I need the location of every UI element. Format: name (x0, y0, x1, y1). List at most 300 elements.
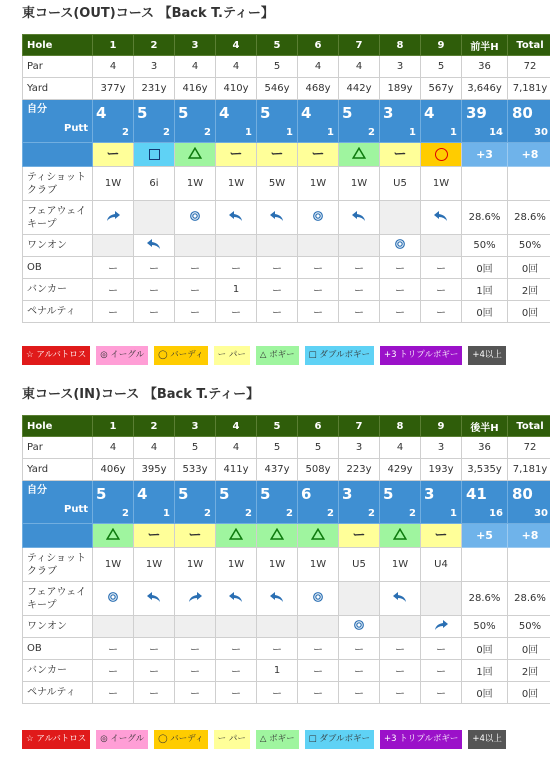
fairway-hit-icon (190, 211, 200, 224)
in-self-label-cell (23, 481, 93, 524)
in-oneon-label: ワンオン (23, 616, 93, 638)
par-icon: ー (393, 147, 407, 162)
in-fairway-label-line1: フェアウェイ (27, 586, 87, 598)
out-par-cell-0: 4 (93, 56, 134, 78)
out-score-cell-6 (339, 100, 380, 143)
out-result-cell-5 (298, 143, 339, 167)
in-score-cell-4 (257, 481, 298, 524)
in-tee-cell-0: 1W (93, 548, 134, 582)
in-yard-cell-8: 193y (421, 459, 462, 481)
in-score-cell-8 (421, 481, 462, 524)
out-par-cell-2: 4 (175, 56, 216, 78)
out-par-cell-3: 4 (216, 56, 257, 78)
in-par-cell-0: 4 (93, 437, 134, 459)
in-ob-cell-1: ー (134, 638, 175, 660)
in-yard-row (23, 459, 550, 481)
out-self-label: 自分 (27, 104, 47, 115)
in-bunker-cell-9: 1回 (462, 660, 508, 682)
in-penalty-cell-8: ー (421, 682, 462, 704)
out-putt-value: 30 (534, 127, 548, 138)
out-result-cell-6 (339, 143, 380, 167)
out-penalty-cell-0: ー (93, 301, 134, 323)
out-oneon-cell-5 (298, 235, 339, 257)
out-legend (22, 346, 506, 365)
in-header-cell-1: 1 (93, 416, 134, 437)
out-header-cell-9: 9 (421, 35, 462, 56)
in-score-value: 5 (178, 485, 189, 503)
out-header-cell-1: 1 (93, 35, 134, 56)
out-yard-cell-0: 377y (93, 78, 134, 100)
out-score-cell-7 (380, 100, 421, 143)
out-tee-cell-5: 1W (298, 167, 339, 201)
out-score-value: 4 (96, 104, 107, 122)
in-bunker-cell-7: ー (380, 660, 421, 682)
out-oneon-cell-7 (380, 235, 421, 257)
in-putt-value: 1 (163, 508, 170, 519)
in-penalty-cell-10: 0回 (508, 682, 550, 704)
in-result-total-1: +8 (508, 524, 550, 548)
out-yard-cell-1: 231y (134, 78, 175, 100)
out-tee-label (23, 167, 93, 201)
out-putt-value: 2 (368, 127, 375, 138)
out-par-cell-9: 36 (462, 56, 508, 78)
out-score-value: 4 (219, 104, 230, 122)
fairway-hit-icon (108, 592, 118, 605)
in-bunker-cell-8: ー (421, 660, 462, 682)
in-tee-cell-1: 1W (134, 548, 175, 582)
out-penalty-cell-4: ー (257, 301, 298, 323)
in-penalty-cell-2: ー (175, 682, 216, 704)
bogey-triangle-icon (229, 528, 243, 543)
out-oneon-cell-6 (339, 235, 380, 257)
out-bunker-cell-7: ー (380, 279, 421, 301)
fairway-hit-icon (313, 592, 323, 605)
legend-birdie: ◯ バーディ (154, 730, 208, 749)
in-yard-cell-10: 7,181y (508, 459, 550, 481)
out-bunker-cell-9: 1回 (462, 279, 508, 301)
in-ob-cell-0: ー (93, 638, 134, 660)
in-yard-label: Yard (23, 459, 93, 481)
in-header-cell-2: 2 (134, 416, 175, 437)
out-fairway-row (23, 201, 550, 235)
in-header-cell-9: 9 (421, 416, 462, 437)
out-oneon-cell-3 (216, 235, 257, 257)
bogey-triangle-icon (311, 528, 325, 543)
out-penalty-row (23, 301, 550, 323)
out-fairway-cell-6 (339, 201, 380, 235)
out-penalty-cell-6: ー (339, 301, 380, 323)
out-tee-row (23, 167, 550, 201)
out-ob-cell-6: ー (339, 257, 380, 279)
in-tee-cell-5: 1W (298, 548, 339, 582)
legend-par: ー パー (214, 730, 250, 749)
in-yard-cell-5: 508y (298, 459, 339, 481)
in-bunker-cell-3: ー (216, 660, 257, 682)
in-yard-cell-6: 223y (339, 459, 380, 481)
out-yard-cell-6: 442y (339, 78, 380, 100)
out-score-value: 80 (512, 104, 533, 122)
out-fairway-label-line2: キープ (27, 218, 57, 230)
green-hit-icon (395, 239, 405, 252)
in-header-cell-4: 4 (216, 416, 257, 437)
out-ob-cell-4: ー (257, 257, 298, 279)
in-result-cell-2 (175, 524, 216, 548)
out-score-value: 5 (178, 104, 189, 122)
in-score-cell-1 (134, 481, 175, 524)
out-result-total-1: +8 (508, 143, 550, 167)
in-ob-cell-7: ー (380, 638, 421, 660)
out-ob-cell-8: ー (421, 257, 462, 279)
in-score-cell-10 (508, 481, 550, 524)
out-putt-value: 1 (450, 127, 457, 138)
in-score-cell-2 (175, 481, 216, 524)
out-yard-cell-10: 7,181y (508, 78, 550, 100)
out-yard-cell-8: 567y (421, 78, 462, 100)
in-ob-label: OB (23, 638, 93, 660)
in-tee-label-line1: ティショット (27, 552, 86, 564)
bogey-triangle-icon (188, 147, 202, 162)
in-oneon-cell-8 (421, 616, 462, 638)
out-fairway-cell-3 (216, 201, 257, 235)
in-fairway-cell-1 (134, 582, 175, 616)
in-result-cell-7 (380, 524, 421, 548)
legend-par: ー パー (214, 346, 250, 365)
in-score-value: 6 (301, 485, 312, 503)
out-penalty-cell-8: ー (421, 301, 462, 323)
out-result-cell-2 (175, 143, 216, 167)
fairway-hit-icon (313, 211, 323, 224)
out-header-cell-6: 6 (298, 35, 339, 56)
par-icon: ー (270, 147, 284, 162)
out-putt-value: 1 (409, 127, 416, 138)
in-penalty-cell-7: ー (380, 682, 421, 704)
out-header-cell-7: 7 (339, 35, 380, 56)
in-oneon-cell-0 (93, 616, 134, 638)
in-yard-cell-4: 437y (257, 459, 298, 481)
out-oneon-row (23, 235, 550, 257)
miss-right-arrow-icon (105, 210, 121, 225)
in-scorecard-table (22, 415, 550, 704)
out-ob-cell-0: ー (93, 257, 134, 279)
miss-right-arrow-icon (187, 591, 203, 606)
in-result-cell-6 (339, 524, 380, 548)
out-tee-cell-0: 1W (93, 167, 134, 201)
in-bunker-cell-10: 2回 (508, 660, 550, 682)
out-course-title: 東コース(OUT)コース 【Back T.ティー】 (22, 6, 274, 21)
out-tee-label-line2: クラブ (27, 184, 57, 196)
in-header-row (23, 416, 550, 437)
out-header-cell-10: 前半H (462, 35, 508, 56)
out-bunker-cell-8: ー (421, 279, 462, 301)
in-ob-cell-6: ー (339, 638, 380, 660)
out-score-value: 5 (260, 104, 271, 122)
out-score-cell-0 (93, 100, 134, 143)
out-ob-cell-2: ー (175, 257, 216, 279)
in-ob-cell-9: 0回 (462, 638, 508, 660)
out-result-label (23, 143, 93, 167)
in-putt-label: Putt (63, 504, 88, 515)
in-oneon-cell-7 (380, 616, 421, 638)
out-scorecard-table (22, 34, 550, 323)
in-score-cell-7 (380, 481, 421, 524)
in-putt-value: 2 (327, 508, 334, 519)
in-fairway-label-line2: キープ (27, 599, 57, 611)
in-result-row (23, 524, 550, 548)
legend-double-bogey: □ ダブルボギー (305, 346, 374, 365)
out-penalty-cell-9: 0回 (462, 301, 508, 323)
in-score-cell-3 (216, 481, 257, 524)
out-penalty-cell-7: ー (380, 301, 421, 323)
in-tee-cell-8: U4 (421, 548, 462, 582)
in-section (22, 387, 548, 704)
in-fairway-cell-3 (216, 582, 257, 616)
legend-double-bogey: □ ダブルボギー (305, 730, 374, 749)
out-putt-value: 2 (163, 127, 170, 138)
out-fairway-cell-8 (421, 201, 462, 235)
out-par-cell-7: 3 (380, 56, 421, 78)
in-putt-value: 2 (368, 508, 375, 519)
out-penalty-cell-5: ー (298, 301, 339, 323)
out-oneon-label: ワンオン (23, 235, 93, 257)
out-tee-cell-2: 1W (175, 167, 216, 201)
out-yard-cell-7: 189y (380, 78, 421, 100)
out-self-label-cell (23, 100, 93, 143)
out-yard-cell-9: 3,646y (462, 78, 508, 100)
out-putt-label: Putt (63, 123, 88, 134)
legend-triple-bogey: +3 トリプルボギー (380, 730, 462, 749)
out-score-cell-10 (508, 100, 550, 143)
in-penalty-cell-6: ー (339, 682, 380, 704)
in-score-cell-6 (339, 481, 380, 524)
par-icon: ー (147, 528, 161, 543)
out-header-row (23, 35, 550, 56)
in-yard-cell-9: 3,535y (462, 459, 508, 481)
in-fairway-row (23, 582, 550, 616)
in-putt-value: 2 (122, 508, 129, 519)
out-header-cell-4: 4 (216, 35, 257, 56)
out-oneon-total-0: 50% (462, 235, 508, 257)
in-score-value: 5 (219, 485, 230, 503)
in-oneon-cell-4 (257, 616, 298, 638)
in-oneon-total-1: 50% (508, 616, 550, 638)
in-result-cell-1 (134, 524, 175, 548)
in-legend (22, 730, 506, 749)
in-bunker-cell-1: ー (134, 660, 175, 682)
in-oneon-cell-1 (134, 616, 175, 638)
legend-triple-bogey: +3 トリプルボギー (380, 346, 462, 365)
out-penalty-cell-10: 0回 (508, 301, 550, 323)
in-tee-cell-10 (508, 548, 550, 582)
in-fairway-label (23, 582, 93, 616)
in-oneon-cell-6 (339, 616, 380, 638)
in-score-cell-5 (298, 481, 339, 524)
in-score-value: 41 (466, 485, 487, 503)
in-penalty-cell-1: ー (134, 682, 175, 704)
legend-albatross: ☆ アルバトロス (22, 730, 90, 749)
out-tee-cell-8: 1W (421, 167, 462, 201)
out-fairway-cell-5 (298, 201, 339, 235)
out-ob-cell-9: 0回 (462, 257, 508, 279)
miss-left-arrow-icon (433, 210, 449, 225)
legend-eagle: ◎ イーグル (96, 730, 148, 749)
out-oneon-cell-2 (175, 235, 216, 257)
in-par-cell-6: 3 (339, 437, 380, 459)
in-par-cell-3: 4 (216, 437, 257, 459)
out-par-cell-1: 3 (134, 56, 175, 78)
out-result-cell-0 (93, 143, 134, 167)
out-bunker-label: バンカー (23, 279, 93, 301)
in-result-cell-4 (257, 524, 298, 548)
out-result-row (23, 143, 550, 167)
legend-bogey: △ ボギー (256, 730, 299, 749)
par-icon: ー (352, 528, 366, 543)
in-fairway-cell-2 (175, 582, 216, 616)
out-fairway-cell-7 (380, 201, 421, 235)
out-ob-row (23, 257, 550, 279)
in-oneon-row (23, 616, 550, 638)
out-putt-value: 14 (489, 127, 503, 138)
in-header-cell-6: 6 (298, 416, 339, 437)
legend-plus4: +4以上 (468, 346, 506, 365)
in-score-row (23, 481, 550, 524)
out-putt-value: 1 (245, 127, 252, 138)
in-putt-value: 30 (534, 508, 548, 519)
out-tee-cell-10 (508, 167, 550, 201)
out-putt-value: 2 (204, 127, 211, 138)
in-score-value: 4 (137, 485, 148, 503)
out-score-row (23, 100, 550, 143)
out-putt-value: 2 (122, 127, 129, 138)
in-result-cell-5 (298, 524, 339, 548)
out-yard-cell-4: 546y (257, 78, 298, 100)
out-fairway-cell-0 (93, 201, 134, 235)
bogey-triangle-icon (352, 147, 366, 162)
out-section (22, 6, 548, 323)
in-penalty-label: ペナルティ (23, 682, 93, 704)
in-tee-label-line2: クラブ (27, 565, 57, 577)
in-header-cell-10: 後半H (462, 416, 508, 437)
out-score-value: 4 (301, 104, 312, 122)
in-result-total-0: +5 (462, 524, 508, 548)
in-ob-cell-3: ー (216, 638, 257, 660)
out-result-cell-7 (380, 143, 421, 167)
out-score-cell-2 (175, 100, 216, 143)
out-result-cell-8 (421, 143, 462, 167)
out-score-cell-8 (421, 100, 462, 143)
out-par-label: Par (23, 56, 93, 78)
in-bunker-label: バンカー (23, 660, 93, 682)
out-bunker-cell-6: ー (339, 279, 380, 301)
in-bunker-cell-2: ー (175, 660, 216, 682)
legend-bogey: △ ボギー (256, 346, 299, 365)
out-bunker-cell-2: ー (175, 279, 216, 301)
in-tee-cell-3: 1W (216, 548, 257, 582)
in-tee-cell-4: 1W (257, 548, 298, 582)
in-putt-value: 2 (286, 508, 293, 519)
out-par-cell-10: 72 (508, 56, 550, 78)
in-oneon-cell-3 (216, 616, 257, 638)
par-icon: ー (229, 147, 243, 162)
in-par-label: Par (23, 437, 93, 459)
in-tee-cell-9 (462, 548, 508, 582)
out-par-row (23, 56, 550, 78)
legend-plus4: +4以上 (468, 730, 506, 749)
in-tee-cell-7: 1W (380, 548, 421, 582)
out-header-cell-5: 5 (257, 35, 298, 56)
out-score-cell-3 (216, 100, 257, 143)
out-score-cell-4 (257, 100, 298, 143)
in-par-cell-2: 5 (175, 437, 216, 459)
in-header-cell-11: Total (508, 416, 550, 437)
miss-left-arrow-icon (228, 210, 244, 225)
in-score-value: 5 (260, 485, 271, 503)
out-par-cell-5: 4 (298, 56, 339, 78)
out-oneon-total-1: 50% (508, 235, 550, 257)
in-fairway-cell-6 (339, 582, 380, 616)
in-putt-value: 1 (450, 508, 457, 519)
in-score-cell-9 (462, 481, 508, 524)
in-score-value: 5 (383, 485, 394, 503)
out-tee-label-line1: ティショット (27, 171, 86, 183)
in-bunker-cell-5: ー (298, 660, 339, 682)
out-yard-cell-2: 416y (175, 78, 216, 100)
out-fairway-total-0: 28.6% (462, 201, 508, 235)
in-yard-cell-3: 411y (216, 459, 257, 481)
out-score-value: 4 (424, 104, 435, 122)
in-par-cell-1: 4 (134, 437, 175, 459)
out-ob-cell-10: 0回 (508, 257, 550, 279)
in-ob-cell-8: ー (421, 638, 462, 660)
out-par-cell-6: 4 (339, 56, 380, 78)
bogey-triangle-icon (393, 528, 407, 543)
miss-left-arrow-icon (146, 591, 162, 606)
in-penalty-row (23, 682, 550, 704)
in-result-cell-8 (421, 524, 462, 548)
out-result-total-0: +3 (462, 143, 508, 167)
in-bunker-cell-4: 1 (257, 660, 298, 682)
out-ob-cell-3: ー (216, 257, 257, 279)
out-score-cell-5 (298, 100, 339, 143)
in-result-cell-3 (216, 524, 257, 548)
in-ob-row (23, 638, 550, 660)
out-result-cell-4 (257, 143, 298, 167)
out-score-value: 39 (466, 104, 487, 122)
out-score-cell-1 (134, 100, 175, 143)
out-fairway-total-1: 28.6% (508, 201, 550, 235)
in-fairway-cell-0 (93, 582, 134, 616)
in-course-title: 東コース(IN)コース 【Back T.ティー】 (22, 387, 260, 402)
in-penalty-cell-4: ー (257, 682, 298, 704)
in-score-cell-0 (93, 481, 134, 524)
out-tee-cell-9 (462, 167, 508, 201)
in-fairway-total-0: 28.6% (462, 582, 508, 616)
in-par-cell-10: 72 (508, 437, 550, 459)
out-header-cell-8: 8 (380, 35, 421, 56)
out-penalty-cell-1: ー (134, 301, 175, 323)
in-penalty-cell-9: 0回 (462, 682, 508, 704)
in-oneon-cell-2 (175, 616, 216, 638)
out-ob-cell-7: ー (380, 257, 421, 279)
in-header-cell-7: 7 (339, 416, 380, 437)
in-bunker-cell-6: ー (339, 660, 380, 682)
out-fairway-label (23, 201, 93, 235)
in-yard-cell-0: 406y (93, 459, 134, 481)
out-ob-cell-5: ー (298, 257, 339, 279)
in-ob-cell-4: ー (257, 638, 298, 660)
in-tee-label (23, 548, 93, 582)
in-par-row (23, 437, 550, 459)
out-header-cell-3: 3 (175, 35, 216, 56)
